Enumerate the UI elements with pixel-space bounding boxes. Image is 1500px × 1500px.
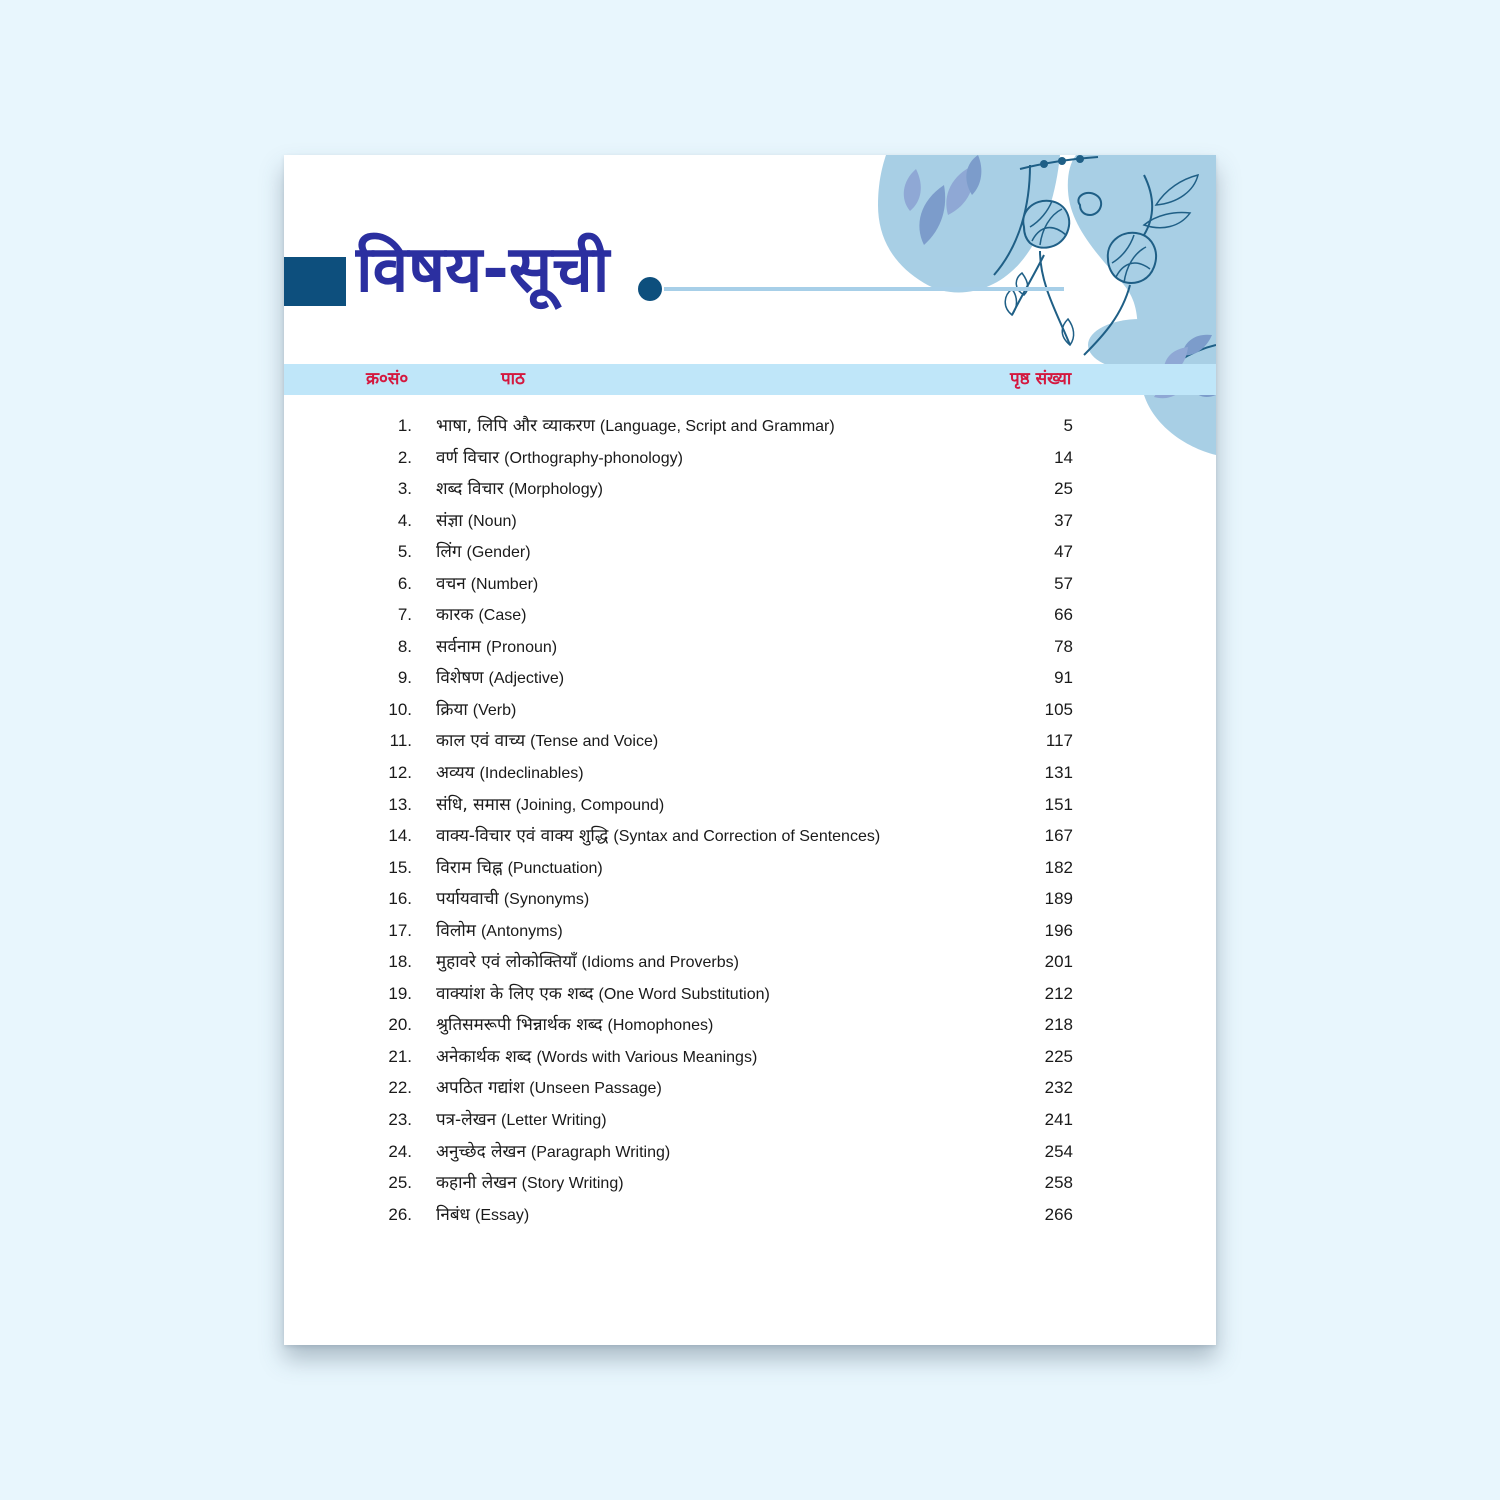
table-row [284, 599, 1216, 631]
table-row [284, 694, 1216, 726]
chapter-title [436, 410, 835, 443]
chapter-title-hindi: पर्यायवाची [436, 889, 499, 910]
chapter-title-hindi: भाषा, लिपि और व्याकरण [436, 416, 595, 436]
chapter-number: 5. [397, 542, 412, 562]
chapter-page-number: 266 [1044, 1204, 1073, 1224]
chapter-page-number: 182 [1044, 857, 1073, 877]
chapter-title-hindi: शब्द विचार [436, 479, 504, 500]
book-page [284, 155, 1216, 1345]
chapter-title-english: (Verb) [472, 701, 517, 719]
chapter-page-number: 196 [1044, 920, 1073, 940]
chapter-title-english: (Essay) [475, 1206, 530, 1224]
table-row [284, 442, 1216, 474]
chapter-title-english: (Synonyms) [503, 891, 590, 909]
table-row [284, 631, 1216, 663]
chapter-title [436, 505, 517, 538]
chapter-number: 22. [388, 1078, 412, 1098]
table-row [284, 1199, 1216, 1231]
table-header [284, 364, 1216, 395]
chapter-number: 6. [397, 573, 412, 593]
chapter-title-english: (Adjective) [488, 670, 565, 688]
chapter-number: 25. [388, 1173, 412, 1193]
chapter-number: 9. [397, 668, 412, 688]
table-row [284, 820, 1216, 852]
chapter-title [436, 1199, 529, 1232]
chapter-number: 26. [388, 1204, 412, 1224]
chapter-page-number: 212 [1044, 983, 1073, 1003]
table-row [284, 757, 1216, 789]
title-dot [638, 277, 662, 301]
table-row [284, 915, 1216, 947]
chapter-title [436, 536, 531, 569]
chapter-title [436, 757, 584, 790]
table-row [284, 852, 1216, 884]
chapter-title-hindi: विराम चिह्न [436, 857, 503, 878]
chapter-title-hindi: काल एवं वाच्य [436, 731, 526, 752]
table-row [284, 568, 1216, 600]
header-chapter: पाठ [501, 369, 525, 389]
chapter-title-hindi: अनेकार्थक शब्द [436, 1046, 532, 1067]
chapter-title-hindi: वर्ण विचार [436, 447, 500, 468]
contents-list [284, 410, 1216, 1230]
chapter-title [436, 1009, 713, 1042]
chapter-title [436, 473, 603, 506]
chapter-title [436, 946, 739, 979]
chapter-title-hindi: पत्र-लेखन [436, 1110, 497, 1131]
table-row [284, 883, 1216, 915]
chapter-title [436, 883, 589, 916]
chapter-page-number: 201 [1044, 952, 1073, 972]
table-row [284, 1167, 1216, 1199]
chapter-title-english: (Homophones) [607, 1017, 714, 1035]
chapter-number: 16. [388, 889, 412, 909]
chapter-page-number: 66 [1054, 605, 1073, 625]
chapter-title-hindi: सर्वनाम [436, 636, 481, 657]
chapter-title-hindi: कारक [436, 605, 474, 626]
table-row [284, 978, 1216, 1010]
chapter-title-english: (Story Writing) [521, 1175, 624, 1193]
table-row [284, 473, 1216, 505]
chapter-title-english: (Indeclinables) [479, 765, 584, 783]
table-row [284, 662, 1216, 694]
chapter-title-english: (Orthography-phonology) [504, 449, 683, 467]
chapter-title [436, 442, 683, 475]
chapter-page-number: 218 [1044, 1015, 1073, 1035]
chapter-title-hindi: अव्यय [436, 763, 475, 784]
chapter-title-hindi: वचन [436, 573, 466, 594]
table-row [284, 536, 1216, 568]
chapter-title [436, 852, 603, 885]
chapter-title-english: (Gender) [466, 544, 531, 562]
title-underline [664, 287, 1064, 291]
chapter-title-english: (One Word Substitution) [598, 985, 770, 1003]
chapter-title-english: (Noun) [467, 512, 517, 530]
chapter-title-english: (Number) [470, 575, 539, 593]
chapter-title-hindi: अनुच्छेद लेखन [436, 1141, 526, 1162]
header-page-number: पृष्ठ संख्या [1010, 369, 1072, 389]
chapter-page-number: 254 [1044, 1141, 1073, 1161]
chapter-number: 3. [397, 479, 412, 499]
chapter-page-number: 37 [1054, 510, 1073, 530]
title-accent-block [284, 257, 346, 306]
chapter-number: 8. [397, 636, 412, 656]
chapter-title-english: (Words with Various Meanings) [536, 1048, 758, 1066]
table-row [284, 725, 1216, 757]
chapter-title-english: (Punctuation) [507, 859, 603, 877]
table-row [284, 1104, 1216, 1136]
chapter-title [436, 1167, 624, 1200]
table-row [284, 1041, 1216, 1073]
chapter-number: 19. [388, 983, 412, 1003]
chapter-page-number: 105 [1044, 699, 1073, 719]
chapter-title-english: (Joining, Compound) [515, 796, 665, 814]
chapter-title [436, 789, 664, 822]
chapter-page-number: 78 [1054, 636, 1073, 656]
chapter-title-hindi: वाक्यांश के लिए एक शब्द [436, 983, 594, 1004]
chapter-page-number: 25 [1054, 479, 1073, 499]
chapter-page-number: 151 [1044, 794, 1073, 814]
chapter-title-english: (Letter Writing) [501, 1112, 607, 1130]
chapter-number: 15. [388, 857, 412, 877]
chapter-title-hindi: श्रुतिसमरूपी भिन्नार्थक शब्द [436, 1015, 603, 1036]
chapter-page-number: 117 [1045, 731, 1073, 751]
table-row [284, 1136, 1216, 1168]
table-row [284, 410, 1216, 442]
table-row [284, 1009, 1216, 1041]
chapter-title-hindi: कहानी लेखन [436, 1173, 517, 1194]
table-row [284, 505, 1216, 537]
chapter-title [436, 568, 538, 601]
chapter-page-number: 225 [1044, 1046, 1073, 1066]
chapter-title-hindi: विलोम [436, 920, 476, 941]
chapter-number: 21. [388, 1046, 412, 1066]
chapter-number: 23. [388, 1110, 412, 1130]
chapter-number: 12. [388, 763, 412, 783]
chapter-number: 7. [397, 605, 412, 625]
chapter-title [436, 1041, 757, 1074]
chapter-page-number: 91 [1054, 668, 1073, 688]
chapter-title-hindi: वाक्य-विचार एवं वाक्य शुद्धि [436, 826, 609, 847]
chapter-title [436, 631, 557, 664]
chapter-title [436, 978, 770, 1011]
chapter-page-number: 232 [1044, 1078, 1073, 1098]
chapter-page-number: 241 [1044, 1110, 1073, 1130]
chapter-page-number: 5 [1063, 416, 1073, 435]
chapter-number: 18. [388, 952, 412, 972]
chapter-title-hindi: क्रिया [436, 699, 468, 720]
chapter-title-english: (Language, Script and Grammar) [599, 418, 835, 435]
chapter-title-english: (Tense and Voice) [530, 733, 659, 751]
chapter-page-number: 189 [1044, 889, 1073, 909]
chapter-title-english: (Idioms and Proverbs) [581, 954, 739, 972]
chapter-title [436, 1072, 662, 1105]
chapter-title [436, 820, 880, 853]
chapter-page-number: 57 [1054, 573, 1073, 593]
chapter-title [436, 1136, 670, 1169]
chapter-title-hindi: संज्ञा [436, 510, 463, 531]
chapter-title-english: (Paragraph Writing) [530, 1143, 671, 1161]
chapter-number: 11. [389, 731, 412, 751]
chapter-number: 20. [388, 1015, 412, 1035]
chapter-title [436, 915, 563, 948]
chapter-title-hindi: विशेषण [436, 668, 484, 689]
chapter-title-hindi: अपठित गद्यांश [436, 1078, 525, 1099]
chapter-number: 4. [397, 510, 412, 530]
chapter-title-english: (Pronoun) [485, 638, 558, 656]
chapter-page-number: 131 [1044, 763, 1073, 783]
chapter-title-english: (Case) [478, 607, 527, 625]
chapter-title-english: (Syntax and Correction of Sentences) [613, 828, 881, 846]
chapter-number: 24. [388, 1141, 412, 1161]
chapter-page-number: 167 [1044, 826, 1073, 846]
chapter-title-english: (Unseen Passage) [529, 1080, 662, 1098]
header-serial: क्र०सं० [366, 369, 409, 389]
chapter-title [436, 662, 564, 695]
chapter-page-number: 47 [1054, 542, 1073, 562]
chapter-title-hindi: संधि, समास [436, 794, 511, 815]
chapter-title [436, 694, 516, 727]
chapter-number: 2. [397, 447, 412, 467]
page-title: विषय-सूची [356, 233, 610, 307]
chapter-number: 13. [388, 794, 412, 814]
chapter-title [436, 599, 526, 632]
chapter-title [436, 725, 658, 758]
table-row [284, 789, 1216, 821]
chapter-number: 10. [388, 699, 412, 719]
table-row [284, 946, 1216, 978]
chapter-number: 17. [388, 920, 412, 940]
chapter-page-number: 14 [1054, 447, 1073, 467]
chapter-title-hindi: लिंग [436, 542, 462, 563]
chapter-number: 1. [397, 416, 412, 435]
chapter-title-hindi: निबंध [436, 1204, 470, 1225]
chapter-title [436, 1104, 607, 1137]
chapter-page-number: 258 [1044, 1173, 1073, 1193]
chapter-title-hindi: मुहावरे एवं लोकोक्तियाँ [436, 952, 577, 973]
chapter-title-english: (Morphology) [508, 481, 603, 499]
chapter-title-english: (Antonyms) [480, 922, 563, 940]
chapter-number: 14. [388, 826, 412, 846]
table-row [284, 1072, 1216, 1104]
